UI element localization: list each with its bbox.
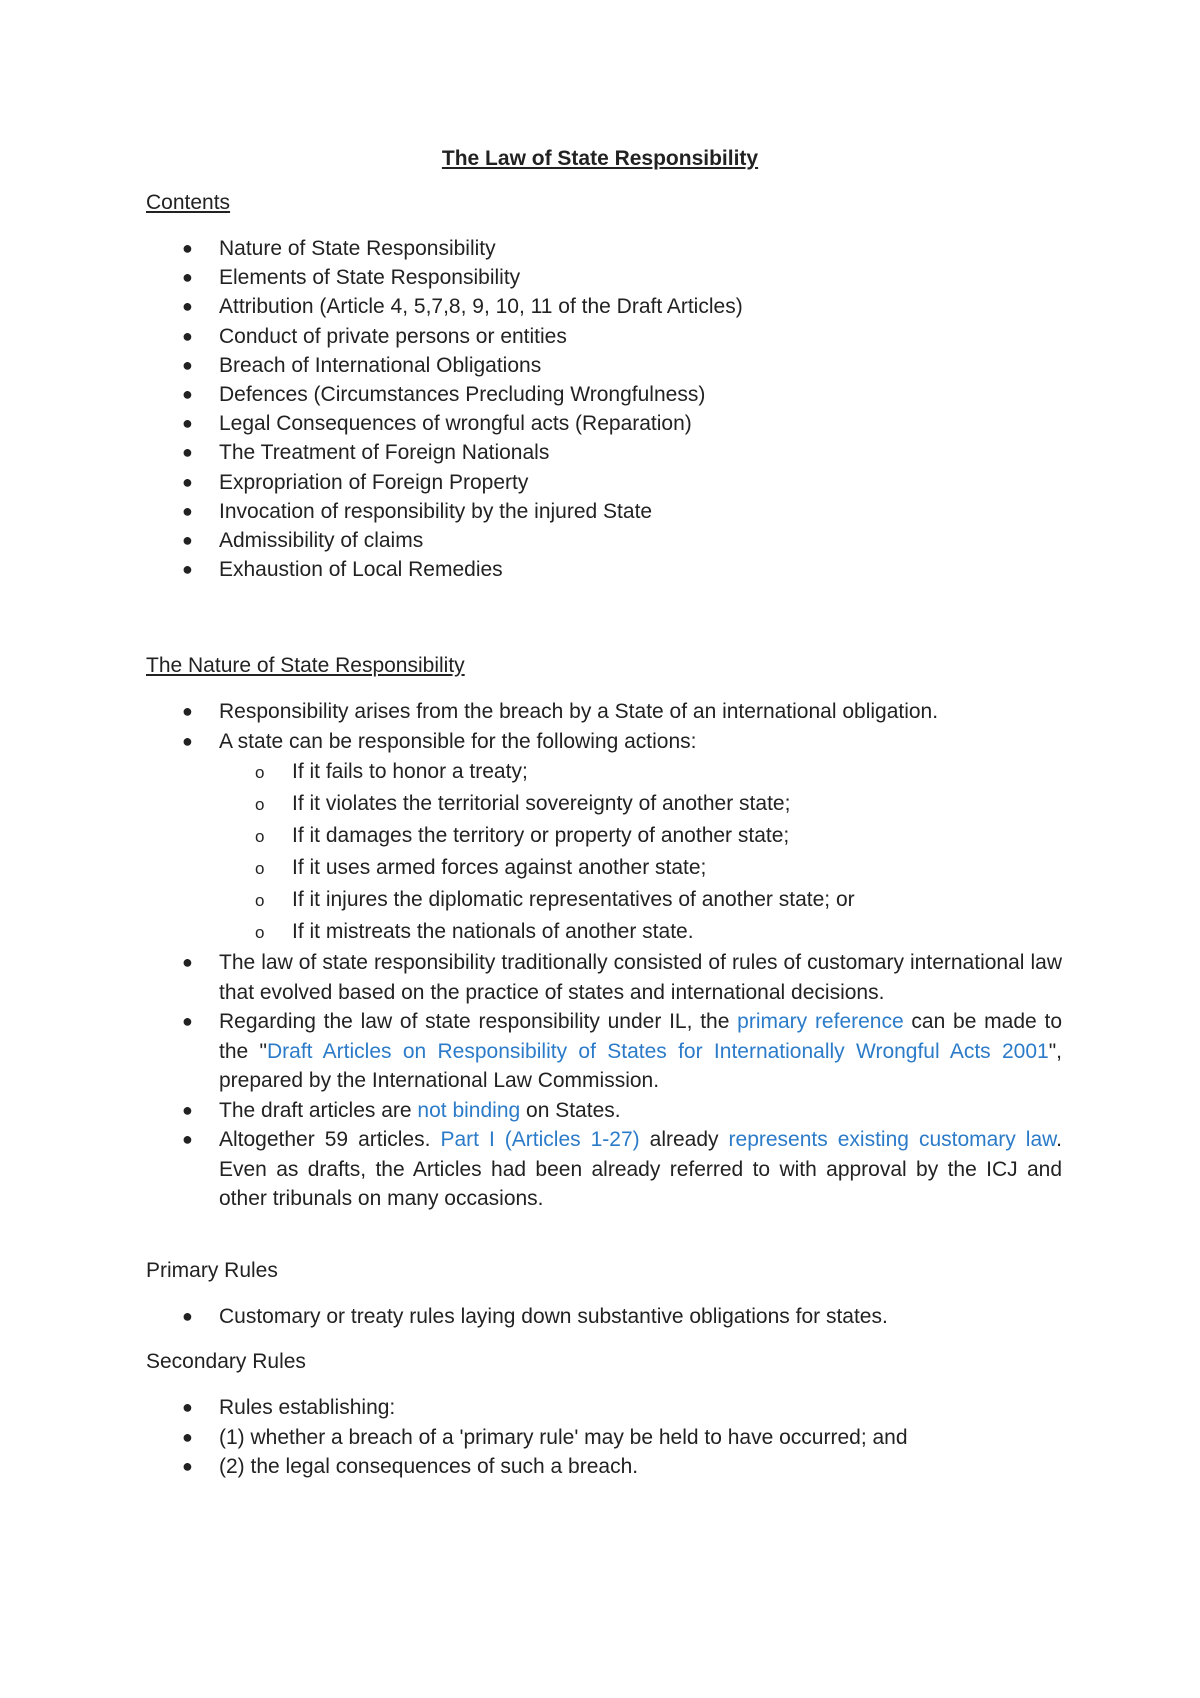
list-item: ● Defences (Circumstances Precluding Wrongfulness)	[0, 380, 1062, 409]
primary-rules-heading: Primary Rules	[146, 1259, 278, 1282]
list-item: ● Nature of State Responsibility	[0, 234, 1062, 263]
contents-heading: Contents	[146, 191, 231, 214]
list-item: ● Elements of State Responsibility	[0, 263, 1062, 292]
list-item: ● (2) the legal consequences of such a breach.	[0, 1452, 1062, 1482]
bullet-icon: ●	[182, 730, 193, 751]
sub-list-item: o If it injures the diplomatic representatives of another state; or	[219, 884, 1062, 916]
sub-list-item: o If it fails to honor a treaty;	[219, 756, 1062, 788]
nature-heading: The Nature of State Responsibility	[146, 654, 465, 677]
circle-bullet-icon: o	[255, 891, 265, 910]
bullet-icon: ●	[182, 1456, 193, 1476]
bullet-icon: ●	[182, 267, 193, 288]
sub-list-item: o If it uses armed forces against another state;	[219, 852, 1062, 884]
bullet-icon: ●	[182, 325, 193, 346]
secondary-rules-heading: Secondary Rules	[146, 1350, 306, 1373]
bullet-icon: ●	[182, 442, 193, 463]
circle-bullet-icon: o	[255, 923, 265, 942]
bullet-icon: ●	[182, 413, 193, 434]
highlight-text: primary reference	[737, 1010, 904, 1033]
sub-list	[73, 756, 1062, 948]
bullet-icon: ●	[182, 1306, 193, 1326]
bullet-icon: ●	[182, 238, 193, 258]
list-item: ● Regarding the law of state responsibility under IL, the primary reference can be made to the "Draft Articles on Responsibility of States for Internationally Wrongful Acts 2001", prepared by the International Law Commission.	[0, 1007, 1062, 1096]
secondary-rules-list	[0, 1393, 1200, 1482]
bullet-icon: ●	[182, 529, 193, 550]
list-item: ● Admissibility of claims	[0, 526, 1062, 555]
list-item: ● Legal Consequences of wrongful acts (Reparation)	[0, 409, 1062, 438]
list-item: ● Attribution (Article 4, 5,7,8, 9, 10, 11 of the Draft Articles)	[0, 292, 1062, 321]
list-item: ● (1) whether a breach of a 'primary rule' may be held to have occurred; and	[0, 1423, 1062, 1453]
highlight-text: represents existing customary law	[728, 1128, 1057, 1151]
highlight-text: Part I (Articles 1-27)	[440, 1128, 640, 1151]
bullet-icon: ●	[182, 701, 193, 721]
list-item: ● Exhaustion of Local Remedies	[0, 555, 1062, 584]
bullet-icon: ●	[182, 559, 193, 580]
list-item: ● Conduct of private persons or entities	[0, 322, 1062, 351]
circle-bullet-icon: o	[255, 795, 265, 814]
list-item: ● Responsibility arises from the breach by a State of an international obligation.	[0, 697, 1062, 727]
bullet-icon: ●	[182, 1129, 193, 1149]
highlight-text: not binding	[417, 1098, 521, 1122]
highlight-text: Draft Articles on Responsibility of States for Internationally Wrongful Acts 2001	[266, 1039, 1049, 1063]
circle-bullet-icon: o	[255, 859, 265, 878]
bullet-icon: ●	[182, 1397, 193, 1417]
sub-list-item: o If it violates the territorial sovereignty of another state;	[219, 788, 1062, 820]
bullet-icon: ●	[182, 354, 193, 375]
sub-list-item: o If it damages the territory or property of another state;	[219, 820, 1062, 852]
list-item: ● Invocation of responsibility by the injured State	[0, 497, 1062, 526]
list-item: ● Rules establishing:	[0, 1393, 1062, 1423]
bullet-icon: ●	[182, 1099, 193, 1120]
bullet-icon: ●	[182, 383, 193, 404]
contents-list	[0, 234, 1200, 584]
bullet-icon: ●	[182, 1011, 193, 1031]
list-item: ● The Treatment of Foreign Nationals	[0, 438, 1062, 467]
sub-list-item: o If it mistreats the nationals of another state.	[219, 916, 1062, 948]
bullet-icon: ●	[182, 471, 193, 492]
document-title: The Law of State Responsibility	[441, 147, 759, 170]
list-item: ● A state can be responsible for the following actions: o If it fails to honor a treaty; o If it violates the territorial sovereignty of another state; o If it damages the territory or property of another state; o If it uses armed forces against another state; o If it injures the diplomatic representatives of another state; or o If it mistreats the nationals of another state.	[0, 727, 1062, 949]
list-item: ● The law of state responsibility traditionally consisted of rules of customary international law that evolved based on the practice of states and international decisions.	[0, 948, 1062, 1007]
list-item: ● Customary or treaty rules laying down substantive obligations for states.	[0, 1302, 1062, 1331]
list-item: ● The draft articles are not binding on States.	[0, 1096, 1062, 1126]
list-item: ● Altogether 59 articles. Part I (Articles 1-27) already represents existing customary law. Even as drafts, the Articles had been already referred to with approval by the ICJ and other tribunals on many occasions.	[0, 1125, 1062, 1214]
circle-bullet-icon: o	[255, 827, 265, 846]
nature-list	[0, 697, 1200, 1214]
bullet-icon: ●	[182, 1426, 193, 1447]
bullet-icon: ●	[182, 296, 193, 317]
bullet-icon: ●	[182, 500, 193, 521]
primary-rules-list	[0, 1302, 1200, 1331]
bullet-icon: ●	[182, 952, 193, 972]
list-item: ● Breach of International Obligations	[0, 351, 1062, 380]
list-item: ● Expropriation of Foreign Property	[0, 468, 1062, 497]
circle-bullet-icon: o	[255, 763, 265, 782]
